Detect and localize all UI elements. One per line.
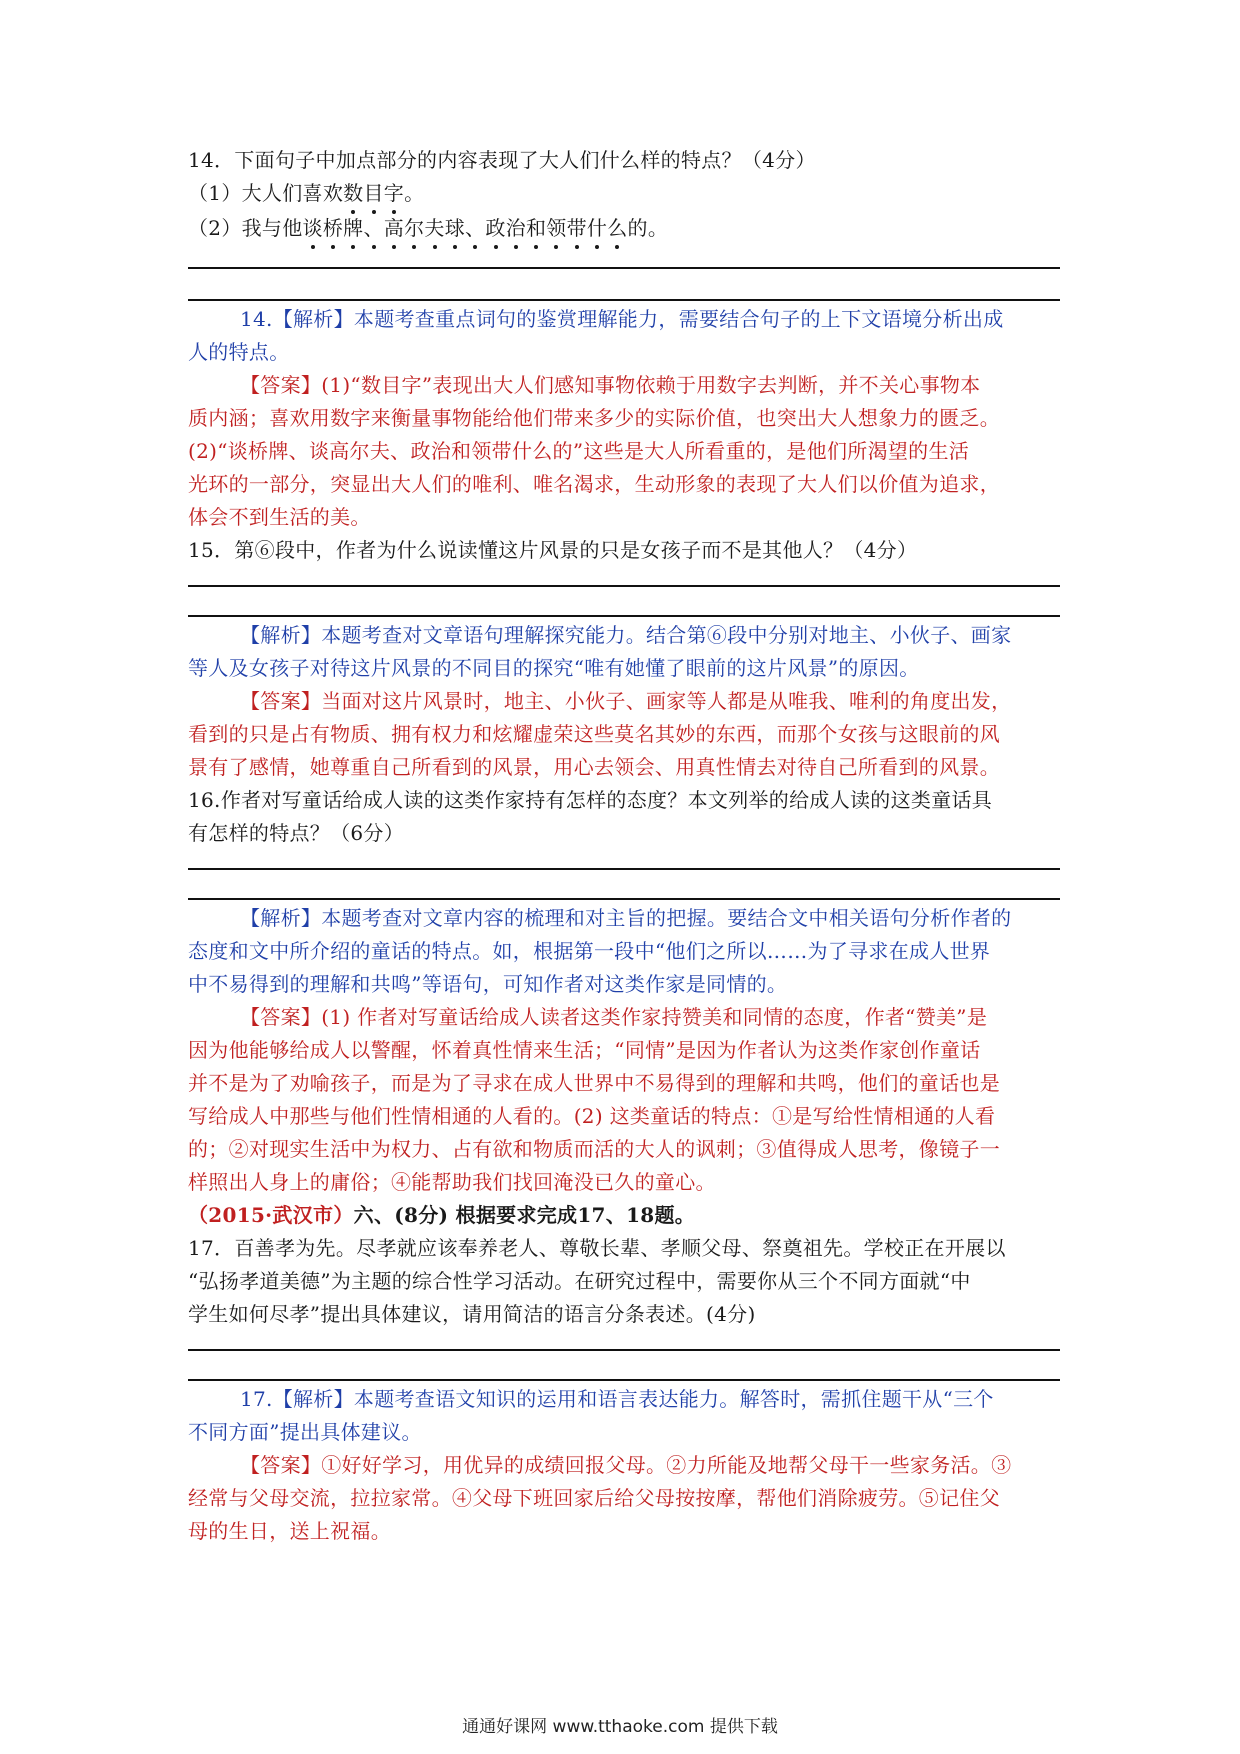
q15-answer-line-2: 看到的只是占有物质、拥有权力和炫耀虚荣这些莫名其妙的东西，而那个女孩与这眼前的风 (188, 722, 1000, 746)
q17-title-line-2: “弘扬孝道美德”为主题的综合性学习活动。在研究过程中，需要你从三个不同方面就“中 (188, 1269, 971, 1293)
emphasis-char: 球 (445, 212, 465, 245)
emphasis-char: 什 (587, 212, 607, 245)
emphasis-char: 牌 (343, 212, 363, 245)
emphasis-char: 领 (546, 212, 566, 245)
q16-answer: 【答案】(1) 作者对写童话给成人读者这类作家持赞美和同情的态度，作者“赞美”是 (240, 1005, 988, 1029)
q17-analysis-cont: 不同方面”提出具体建议。 (188, 1420, 422, 1444)
q14-analysis-cont: 人的特点。 (188, 340, 290, 364)
q15-answer: 【答案】当面对这片风景时，地主、小伙子、画家等人都是从唯我、唯利的角度出发， (240, 689, 1012, 713)
document-page (188, 150, 1060, 1548)
emphasis-char: 字 (384, 177, 404, 210)
q17-answer: 【答案】①好好学习，用优异的成绩回报父母。②力所能及地帮父母干一些家务活。③ (240, 1453, 1012, 1477)
emphasis-char: 目 (363, 177, 383, 210)
q16-answer-line-6: 样照出人身上的庸俗；④能帮助我们找回淹没已久的童心。 (188, 1170, 716, 1194)
section-source: （2015·武汉市） (188, 1203, 354, 1227)
q16-answer-line-5: 的；②对现实生活中为权力、占有欲和物质而活的大人的讽刺；③值得成人思考，像镜子一 (188, 1137, 1000, 1161)
q14-answer: 【答案】(1)“数目字”表现出大人们感知事物依赖于用数字去判断，并不关心事物本 (240, 373, 981, 397)
q17-answer-line-2: 经常与父母交流，拉拉家常。④父母下班回家后给父母按按摩，帮他们消除疲劳。⑤记住父 (188, 1486, 1000, 1510)
q16-answer-line-2: 因为他能够给成人以警醒，怀着真性情来生活；“同情”是因为作者认为这类作家创作童话 (188, 1038, 981, 1062)
q15-title: 15．第⑥段中，作者为什么说读懂这片风景的只是女孩子而不是其他人？（4分） (188, 538, 918, 562)
q14-answer-line-5: 体会不到生活的美。 (188, 505, 371, 529)
q14-s2-suffix: 的。 (627, 216, 669, 240)
q14-s1-suffix: 。 (404, 181, 425, 205)
q17-title-line-3: 学生如何尽孝”提出具体建议，请用简洁的语言分条表述。(4分) (188, 1302, 756, 1326)
q14-answer-line-3: (2)“谈桥牌、谈高尔夫、政治和领带什么的”这些是大人所看重的，是他们所渴望的生活 (188, 439, 970, 463)
q14-answer-line-4: 光环的一部分，突显出大人们的唯利、唯名渴求，生动形象的表现了大人们以价值为追求， (188, 472, 1000, 496)
q14-answer-line-2: 质内涵；喜欢用数字来衡量事物能给他们带来多少的实际价值，也突出大人想象力的匮乏。 (188, 406, 1000, 430)
q14-s1-emphasis (343, 181, 404, 205)
q16-title-cont: 有怎样的特点？（6分） (188, 821, 405, 845)
q15-answer-line-3: 景有了感情，她尊重自己所看到的风景，用心去领会、用真性情去对待自己所看到的风景。 (188, 755, 1000, 779)
q16-analysis-line-3: 中不易得到的理解和共鸣”等语句，可知作者对这类作家是同情的。 (188, 972, 788, 996)
q14-analysis: 14.【解析】本题考查重点词句的鉴赏理解能力，需要结合句子的上下文语境分析出成 (240, 307, 1004, 331)
q15-analysis: 【解析】本题考查对文章语句理解探究能力。结合第⑥段中分别对地主、小伙子、画家 (240, 623, 1012, 647)
page-footer: 通通好课网 www.tthaoke.com 提供下载 (462, 1717, 778, 1737)
emphasis-char: 数 (343, 177, 363, 210)
emphasis-char: 治 (506, 212, 526, 245)
emphasis-char: 么 (607, 212, 627, 245)
emphasis-char: 带 (567, 212, 587, 245)
section-heading-text: 六、(8分) 根据要求完成17、18题。 (353, 1203, 696, 1227)
q16-analysis-line-2: 态度和文中所介绍的童话的特点。如，根据第一段中“他们之所以……为了寻求在成人世界 (188, 939, 991, 963)
q17-title: 17．百善孝为先。尽孝就应该奉养老人、尊敬长辈、孝顺父母、祭奠祖先。学校正在开展以 (188, 1236, 1006, 1260)
emphasis-char: 桥 (323, 212, 343, 245)
emphasis-char: 高 (384, 212, 404, 245)
q14-sentence-2 (188, 212, 1060, 245)
emphasis-char: 、 (363, 212, 383, 245)
q16-title: 16.作者对写童话给成人读的这类作家持有怎样的态度？本文列举的给成人读的这类童话具 (188, 788, 993, 812)
emphasis-char: 政 (485, 212, 505, 245)
q14-s1-prefix: （1）大人们喜欢 (188, 181, 344, 205)
q17-analysis: 17.【解析】本题考查语文知识的运用和语言表达能力。解答时，需抓住题干从“三个 (240, 1387, 994, 1411)
q14-sentence-1 (188, 177, 1060, 210)
q16-analysis: 【解析】本题考查对文章内容的梳理和对主旨的把握。要结合文中相关语句分析作者的 (240, 906, 1012, 930)
emphasis-char: 谈 (303, 212, 323, 245)
q16-answer-line-3: 并不是为了劝喻孩子，而是为了寻求在成人世界中不易得到的理解和共鸣，他们的童话也是 (188, 1071, 1000, 1095)
q14-s2-emphasis (303, 216, 628, 240)
q17-answer-line-3: 母的生日，送上祝福。 (188, 1519, 391, 1543)
section-heading (188, 1199, 1060, 1232)
q15-analysis-cont: 等人及女孩子对待这片风景的不同目的探究“唯有她懂了眼前的这片风景”的原因。 (188, 656, 920, 680)
q14-title: 14．下面句子中加点部分的内容表现了大人们什么样的特点？（4分） (188, 148, 816, 172)
q14-s2-prefix: （2）我与他 (188, 216, 303, 240)
emphasis-char: 和 (526, 212, 546, 245)
emphasis-char: 夫 (424, 212, 444, 245)
q16-answer-line-4: 写给成人中那些与他们性情相通的人看的。(2) 这类童话的特点：①是写给性情相通的人看 (188, 1104, 996, 1128)
emphasis-char: 、 (465, 212, 485, 245)
emphasis-char: 尔 (404, 212, 424, 245)
